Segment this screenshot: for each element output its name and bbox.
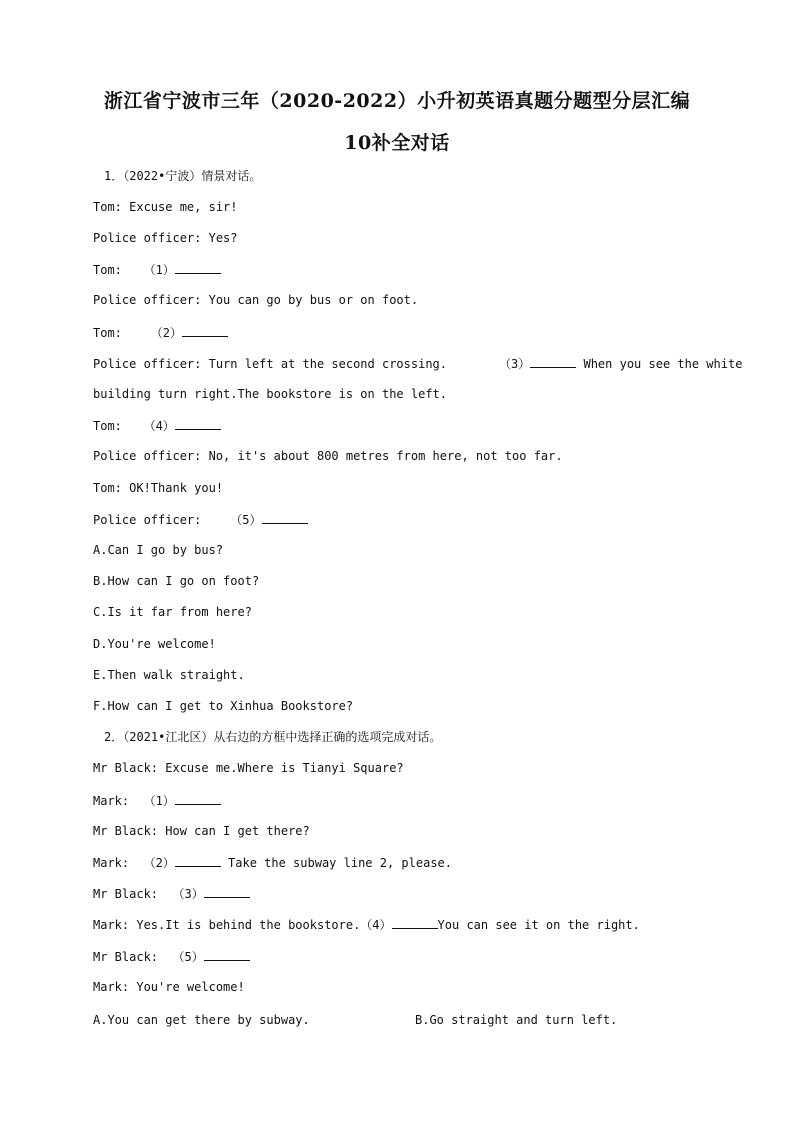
answer-blank[interactable] [182, 325, 228, 337]
answer-blank[interactable] [530, 356, 576, 368]
dialogue-line: Police officer: You can go by bus or on foot. [93, 293, 419, 307]
dialogue-line: building turn right.The bookstore is on the left. [93, 387, 448, 401]
dialogue-text: When you see the white [576, 357, 743, 371]
dialogue-text: You can see it on the right. [437, 918, 640, 932]
answer-blank[interactable] [175, 793, 221, 805]
dialogue-text: Take the subway line 2, please. [220, 856, 452, 870]
dialogue-text: Tom: （2） [93, 326, 183, 340]
option-b: B.How can I go on foot? [93, 574, 260, 588]
answer-blank[interactable] [175, 262, 221, 274]
dialogue-line: Police officer: No, it's about 800 metres from here, not too far. [93, 449, 563, 463]
option-e: E.Then walk straight. [93, 668, 245, 682]
dialogue-line [93, 512, 308, 527]
dialogue-line: Mark: You're welcome! [93, 980, 245, 994]
dialogue-line: Police officer: Yes? [93, 231, 238, 245]
question-1-heading: 1．（2022•宁波）情景对话。 [104, 169, 262, 183]
dialogue-text: Tom: （4） [93, 419, 175, 433]
dialogue-text: Mark: （2） [93, 856, 175, 870]
dialogue-line: Tom: OK!Thank you! [93, 481, 224, 495]
dialogue-line [93, 356, 742, 371]
dialogue-line [93, 886, 250, 901]
dialogue-line [93, 262, 221, 277]
answer-blank[interactable] [175, 855, 221, 867]
answer-blank[interactable] [204, 949, 250, 961]
dialogue-text: Police officer: Turn left at the second crossing. [93, 357, 448, 371]
dialogue-line [93, 793, 221, 808]
dialogue-line [93, 855, 452, 870]
dialogue-text: Police officer: （5） [93, 513, 262, 527]
page-title: 浙江省宁波市三年（2020-2022）小升初英语真题分题型分层汇编 [103, 90, 691, 112]
option-b: B.Go straight and turn left. [415, 1013, 618, 1027]
option-a: A.Can I go by bus? [93, 543, 224, 557]
dialogue-text: Tom: （1） [93, 263, 175, 277]
dialogue-line: Tom: Excuse me, sir! [93, 200, 238, 214]
dialogue-text: Mark: Yes.It is behind the bookstore.（4） [93, 918, 392, 932]
answer-blank[interactable] [392, 917, 438, 929]
answer-blank[interactable] [262, 512, 308, 524]
dialogue-line [93, 949, 250, 964]
dialogue-text: Mr Black: （5） [93, 950, 204, 964]
dialogue-line: Mr Black: How can I get there? [93, 824, 310, 838]
dialogue-line: Mr Black: Excuse me.Where is Tianyi Square? [93, 761, 404, 775]
question-2-heading: 2．（2021•江北区）从右边的方框中选择正确的选项完成对话。 [104, 730, 442, 744]
dialogue-text: Mark: （1） [93, 794, 175, 808]
answer-blank[interactable] [204, 886, 250, 898]
answer-blank[interactable] [175, 418, 221, 430]
dialogue-line [93, 917, 640, 932]
dialogue-text: Mr Black: （3） [93, 887, 204, 901]
dialogue-line [93, 418, 221, 433]
option-a: A.You can get there by subway. [93, 1013, 310, 1027]
option-f: F.How can I get to Xinhua Bookstore? [93, 699, 354, 713]
dialogue-text: （3） [499, 357, 531, 371]
option-c: C.Is it far from here? [93, 605, 252, 619]
dialogue-line [93, 325, 228, 340]
option-d: D.You're welcome! [93, 637, 216, 651]
page-subtitle: 10补全对话 [344, 132, 450, 154]
